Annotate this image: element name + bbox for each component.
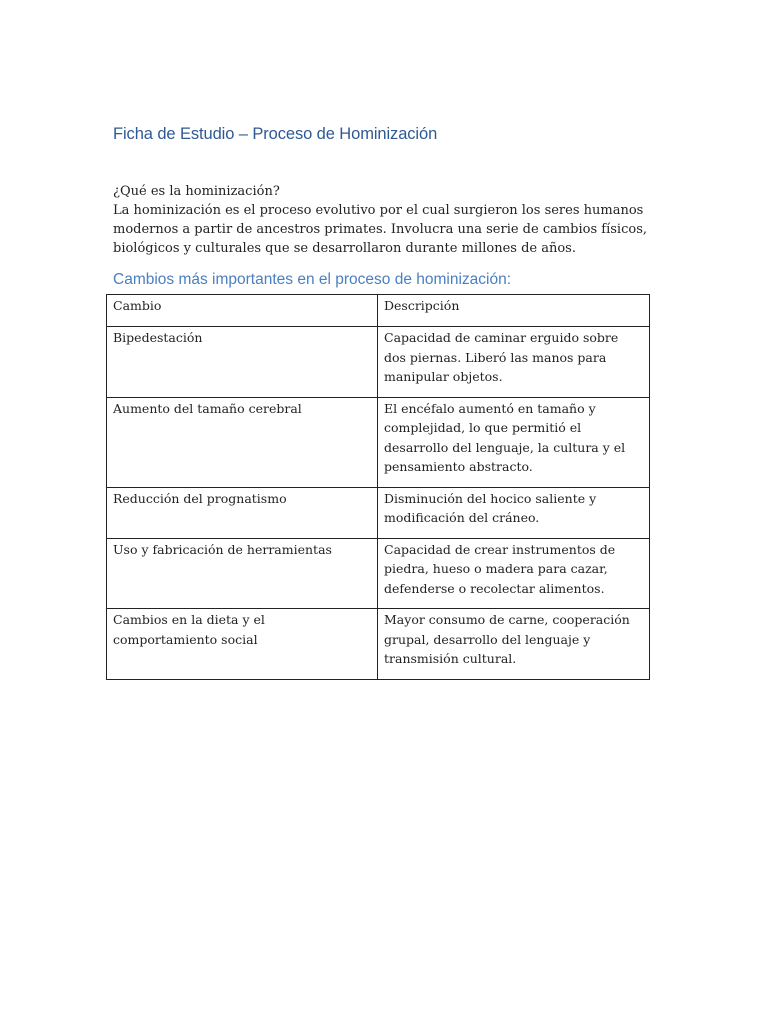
change-cell: Bipedestación	[107, 327, 378, 398]
change-cell: Cambios en la dieta y el comportamiento social	[107, 609, 378, 680]
intro-question: ¿Qué es la hominización?	[113, 184, 280, 199]
description-cell: El encéfalo aumentó en tamaño y complejidad, lo que permitió el desarrollo del lenguaje, la cultura y el pensamiento abstracto.	[378, 397, 650, 487]
header-cell-change: Cambio	[107, 295, 378, 327]
table-row	[107, 538, 650, 609]
table-row	[107, 609, 650, 680]
description-cell: Capacidad de caminar erguido sobre dos piernas. Liberó las manos para manipular objetos.	[378, 327, 650, 398]
description-cell: Capacidad de crear instrumentos de piedra, hueso o madera para cazar, defenderse o recolectar alimentos.	[378, 538, 650, 609]
section-heading: Cambios más importantes en el proceso de hominización:	[113, 271, 512, 288]
table-header-row	[107, 295, 650, 327]
intro-definition: La hominización es el proceso evolutivo por el cual surgieron los seres humanos modernos a partir de ancestros primates. Involucra una serie de cambios físicos, biológicos y culturales que se desarrollaron durante millones de años.	[113, 203, 647, 256]
change-cell: Uso y fabricación de herramientas	[107, 538, 378, 609]
change-cell: Reducción del prognatismo	[107, 487, 378, 538]
intro-section	[113, 182, 653, 258]
description-cell: Disminución del hocico saliente y modificación del cráneo.	[378, 487, 650, 538]
changes-table	[106, 294, 650, 680]
table-row	[107, 327, 650, 398]
change-cell: Aumento del tamaño cerebral	[107, 397, 378, 487]
table-row	[107, 487, 650, 538]
header-cell-description: Descripción	[378, 295, 650, 327]
description-cell: Mayor consumo de carne, cooperación grupal, desarrollo del lenguaje y transmisión cultural.	[378, 609, 650, 680]
document-title: Ficha de Estudio – Proceso de Hominización	[113, 125, 438, 143]
table-row	[107, 397, 650, 487]
